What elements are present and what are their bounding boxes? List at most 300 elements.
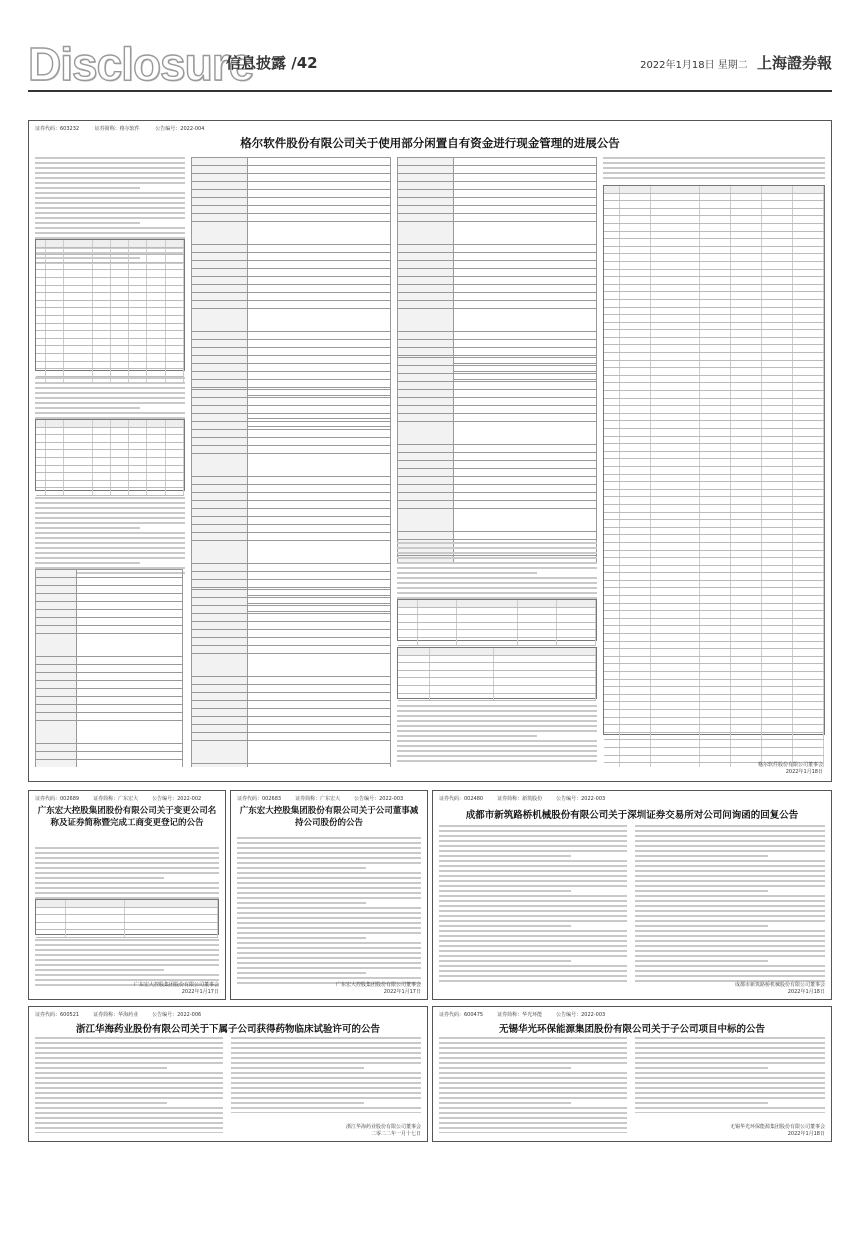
body-text-line [35,1112,223,1114]
product-info-table [191,157,391,427]
table-row [398,461,597,469]
body-text-line [35,392,185,394]
body-text-line [237,837,421,839]
body-text-line [603,167,825,169]
body-text-line [603,177,825,179]
body-text-line [635,915,825,917]
table-row [192,564,391,572]
body-text-line [35,1062,223,1064]
table-row [604,270,824,278]
table-row [604,680,824,688]
table-row [36,428,184,436]
table-row [192,364,391,372]
body-text-line [35,157,185,159]
body-text-line [35,197,185,199]
body-text-line [35,377,185,379]
table-row [192,356,391,364]
table-row [398,269,597,277]
table-row [604,634,824,642]
body-text-line [635,825,825,827]
body-text-line [35,1052,223,1054]
table-row [36,586,183,594]
body-text-line [237,962,421,964]
table-row [192,166,391,174]
body-text-line [35,964,219,966]
masthead [28,40,832,88]
table-row [36,339,184,347]
table-row [604,642,824,650]
table-row [398,671,596,679]
table-row [604,664,824,672]
announcement-3: 证券代码：002480 证券简称：新筑股份 公告编号：2022-003 成都市新筑路桥机械股份有限公司关于深圳证券交易所对公司问询函的回复公告 成都市新筑路桥机械股份有限公司董事会 2022年1月18日 [432,790,832,1000]
table-row [192,206,391,214]
body-text-line [439,845,627,847]
table-row [398,656,596,664]
table-row [36,900,218,908]
table-row [398,222,597,245]
table-row [192,541,391,564]
body-text-line [397,592,597,594]
table-row [604,497,824,505]
main-signoff: 格尔软件股份有限公司董事会 2022年1月18日 [757,762,823,775]
main-table-3 [397,599,597,641]
main-title: 格尔软件股份有限公司关于使用部分闲置自有资金进行现金管理的进展公告 [240,136,620,150]
body-text-line [237,852,421,854]
body-text-line [635,1077,825,1079]
body-text-line [35,1047,223,1049]
table-row [398,469,597,477]
body-text-line [231,1062,421,1064]
body-text-line [231,1107,421,1109]
body-text-line [439,830,627,832]
table-row [604,292,824,300]
body-text-line [35,517,185,519]
body-text-line [635,880,825,882]
body-text-line [635,1052,825,1054]
body-text-line [231,1042,421,1044]
body-text-line [35,954,219,956]
body-text-line [35,944,219,946]
body-text-line [35,387,185,389]
announcement-2: 证券代码：002683 证券简称：广东宏大 公告编号：2022-003 广东宏大控股集团股份有限公司关于公司董事减持公司股份的公告 广东宏大控股集团股份有限公司董事会 2022年1月17日 [230,790,428,1000]
table-row [192,372,391,380]
body-text-line [397,557,597,559]
table-row [398,253,597,261]
body-text-line [439,1127,627,1129]
table-row [192,261,391,269]
table-row [604,482,824,490]
table-row [36,435,184,443]
table-row [192,277,391,285]
table-row [604,277,824,285]
table-row [36,443,184,451]
main-kv-table-1 [35,569,183,767]
body-text-line [237,977,421,979]
body-text-line [439,1117,627,1119]
table-row [192,598,391,606]
body-text-line [35,167,185,169]
body-text-line [635,1102,768,1104]
body-text-line [439,880,627,882]
body-text-line [439,955,627,957]
table-row [192,693,391,701]
table-row [192,182,391,190]
body-text-line [397,715,597,717]
table-row [604,399,824,407]
table-row [604,535,824,543]
body-text-line [35,187,140,189]
body-text-line [35,407,140,409]
body-text-line [231,1067,364,1069]
table-row [192,572,391,580]
table-row [398,158,597,166]
table-row [398,453,597,461]
table-row [398,293,597,301]
body-text-line [35,949,219,951]
table-row [604,551,824,559]
body-text-line [35,1042,223,1044]
table-row [604,672,824,680]
body-text-line [439,1052,627,1054]
body-text-line [35,1117,223,1119]
table-row [192,517,391,525]
body-text-line [635,910,825,912]
table-row [604,209,824,217]
table-row [604,733,824,741]
body-text-line [635,930,825,932]
body-text-line [35,1102,167,1104]
table-row [36,420,184,428]
body-text-line [35,1037,223,1039]
body-text-line [35,892,219,894]
table-row [604,262,824,270]
body-text-line [35,552,185,554]
table-row [604,406,824,414]
body-text-line [35,1127,223,1129]
body-text-line [635,900,825,902]
table-row [604,566,824,574]
table-row [192,614,391,622]
table-row [604,444,824,452]
body-text-line [439,870,627,872]
body-text-line [231,1087,421,1089]
table-row [398,390,597,398]
table-row [36,324,184,332]
main-kv-table-4 [191,589,391,767]
body-text-line [439,1097,627,1099]
table-row [36,473,184,481]
table-row [36,697,183,705]
body-text-line [231,1112,421,1113]
table-row [604,604,824,612]
table-row [604,300,824,308]
main-kv-table-3 [191,389,391,612]
table-row [192,525,391,533]
body-text-line [439,825,627,827]
table-row [604,383,824,391]
table-row [604,695,824,703]
table-row [604,376,824,384]
table-row [604,558,824,566]
body-text-line [635,1112,825,1113]
main-number: 公告编号：2022-004 [155,126,205,132]
table-row [192,309,391,332]
table-row [36,752,183,760]
table-row [192,269,391,277]
table-row [604,702,824,710]
body-text-line [231,1072,421,1074]
table-row [398,245,597,253]
body-text-line [231,1037,421,1039]
body-text-line [439,1042,627,1044]
table-row [604,459,824,467]
body-text-line [635,885,825,887]
table-row [36,369,184,377]
body-text-line [635,890,768,892]
table-row [36,270,184,278]
body-text-line [439,890,571,892]
table-row [398,332,597,340]
table-row [398,182,597,190]
body-text-line [237,847,421,849]
body-text-line [35,1077,223,1079]
body-text-line [635,860,825,862]
body-text-line [237,862,421,864]
table-row [398,406,597,414]
body-text-line [439,1087,627,1089]
body-text-line [237,972,366,974]
table-row [398,623,596,631]
table-row [398,630,596,638]
table-row [36,263,184,271]
table-row [192,253,391,261]
body-text-line [35,542,185,544]
main-column-1 [35,157,185,767]
table-row [398,285,597,293]
table-row [192,301,391,309]
table-row [398,686,596,694]
body-text-line [439,865,627,867]
table-row [192,533,391,541]
body-text-line [237,912,421,914]
table-row [36,240,184,248]
table-row [604,429,824,437]
table-row [36,301,184,309]
table-row [36,713,183,721]
body-text-line [439,1057,627,1059]
body-text-line [635,1087,825,1089]
table-row [398,493,597,501]
body-text-line [237,922,421,924]
table-row [192,717,391,725]
body-text-line [635,895,825,897]
body-text-line [237,892,421,894]
body-text-line [231,1102,364,1104]
announcement-3-title: 成都市新筑路桥机械股份有限公司关于深圳证券交易所对公司问询函的回复公告 [465,810,799,821]
body-text-line [397,547,597,549]
body-text-line [439,945,627,947]
table-row [192,654,391,677]
main-code: 证券代码：603232 [35,126,80,132]
table-row [604,361,824,369]
table-row [192,214,391,222]
body-text-line [231,1057,421,1059]
table-row [36,354,184,362]
table-row [36,610,183,618]
table-row [192,733,391,741]
table-row [398,340,597,348]
table-row [36,594,183,602]
body-text-line [237,857,421,859]
body-text-line [439,835,627,837]
table-row [398,532,597,540]
body-text-line [635,955,825,957]
table-row [398,382,597,390]
table-row [192,630,391,638]
table-row [192,741,391,764]
body-text-line [439,910,627,912]
body-text-line [635,865,825,867]
body-text-line [439,840,627,842]
table-row [192,348,391,356]
product-info-table [35,569,183,767]
body-text-line [603,172,825,174]
table-row [604,611,824,619]
body-text-line [35,877,164,879]
body-text-line [231,1077,421,1079]
table-row [398,166,597,174]
product-info-table [191,589,391,767]
body-text-line [35,222,140,224]
body-text-line [35,959,219,961]
table-row [192,638,391,646]
body-text-line [439,1107,627,1109]
table-row [36,570,183,578]
table-row [192,646,391,654]
table-row [192,725,391,733]
body-text-line [237,902,366,904]
body-text-line [635,1107,825,1109]
body-text-line [35,872,219,874]
body-text-line [397,730,597,732]
announcement-5: 证券代码：600475 证券简称：华光环能 公告编号：2022-003 无锡华光环保能源集团股份有限公司关于子公司项目中标的公告 无锡华光环保能源集团股份有限公司董事会 2022年1月18日 [432,1006,832,1142]
body-text-line [35,412,185,414]
body-text-line [635,1097,825,1099]
table-row [398,277,597,285]
body-text-line [439,925,571,927]
product-info-table [397,157,597,380]
table-row [604,330,824,338]
table-row [192,493,391,501]
body-text-line [397,755,597,757]
body-text-line [635,1072,825,1074]
main-column-4 [603,157,825,767]
table-row [604,740,824,748]
body-text-line [35,1122,223,1124]
body-text-line [35,562,140,564]
table-row [604,475,824,483]
body-text-line [35,192,185,194]
body-text-line [439,895,627,897]
body-text-line [35,969,164,971]
table-row [604,543,824,551]
body-text-line [635,1037,825,1039]
table-row [398,615,596,623]
table-row [398,663,596,671]
body-text-line [35,177,185,179]
body-text-line [35,882,219,884]
table-row [398,261,597,269]
body-text-line [35,974,219,976]
body-text-line [439,1112,627,1114]
body-text-line [397,720,597,722]
body-text-line [231,1047,421,1049]
table-row [192,198,391,206]
body-text-line [35,1087,223,1089]
table-row [398,358,597,366]
table-row [604,232,824,240]
body-text-line [35,1082,223,1084]
body-text-line [35,397,185,399]
table-row [604,285,824,293]
masthead-right [640,52,832,73]
body-text-line [237,957,421,959]
body-text-line [237,872,421,874]
body-text-line [439,1092,627,1094]
table-row [192,222,391,245]
table-row [192,590,391,598]
table-row [398,398,597,406]
body-text-line [237,967,421,969]
table-row [36,665,183,673]
body-text-line [35,507,185,509]
main-column-2 [191,157,391,767]
body-text-line [635,830,825,832]
body-text-line [237,882,421,884]
table-row [36,450,184,458]
table-row [398,608,596,616]
body-text-line [35,217,185,219]
table-row [192,293,391,301]
announcement-2-title: 广东宏大控股集团股份有限公司关于公司董事减持公司股份的公告 [239,806,419,828]
product-info-table [397,357,597,564]
table-row [398,501,597,509]
body-text-line [439,915,627,917]
body-text-line [397,577,597,579]
table-row [192,285,391,293]
masthead-rule [28,90,832,92]
product-info-table [191,389,391,612]
table-row [192,501,391,509]
table-row [398,414,597,422]
table-row [604,725,824,733]
body-text-line [603,162,825,164]
body-text-line [439,950,627,952]
main-short: 证券简称：格尔软件 [94,126,140,132]
body-text-line [35,402,185,404]
body-text-line [237,887,421,889]
table-row [604,437,824,445]
body-text-line [237,867,366,869]
table-row [398,600,596,608]
body-text-line [237,937,366,939]
table-row [398,509,597,532]
table-row [604,748,824,756]
table-row [36,458,184,466]
table-row [36,930,218,938]
table-row [398,198,597,206]
table-row [192,158,391,166]
